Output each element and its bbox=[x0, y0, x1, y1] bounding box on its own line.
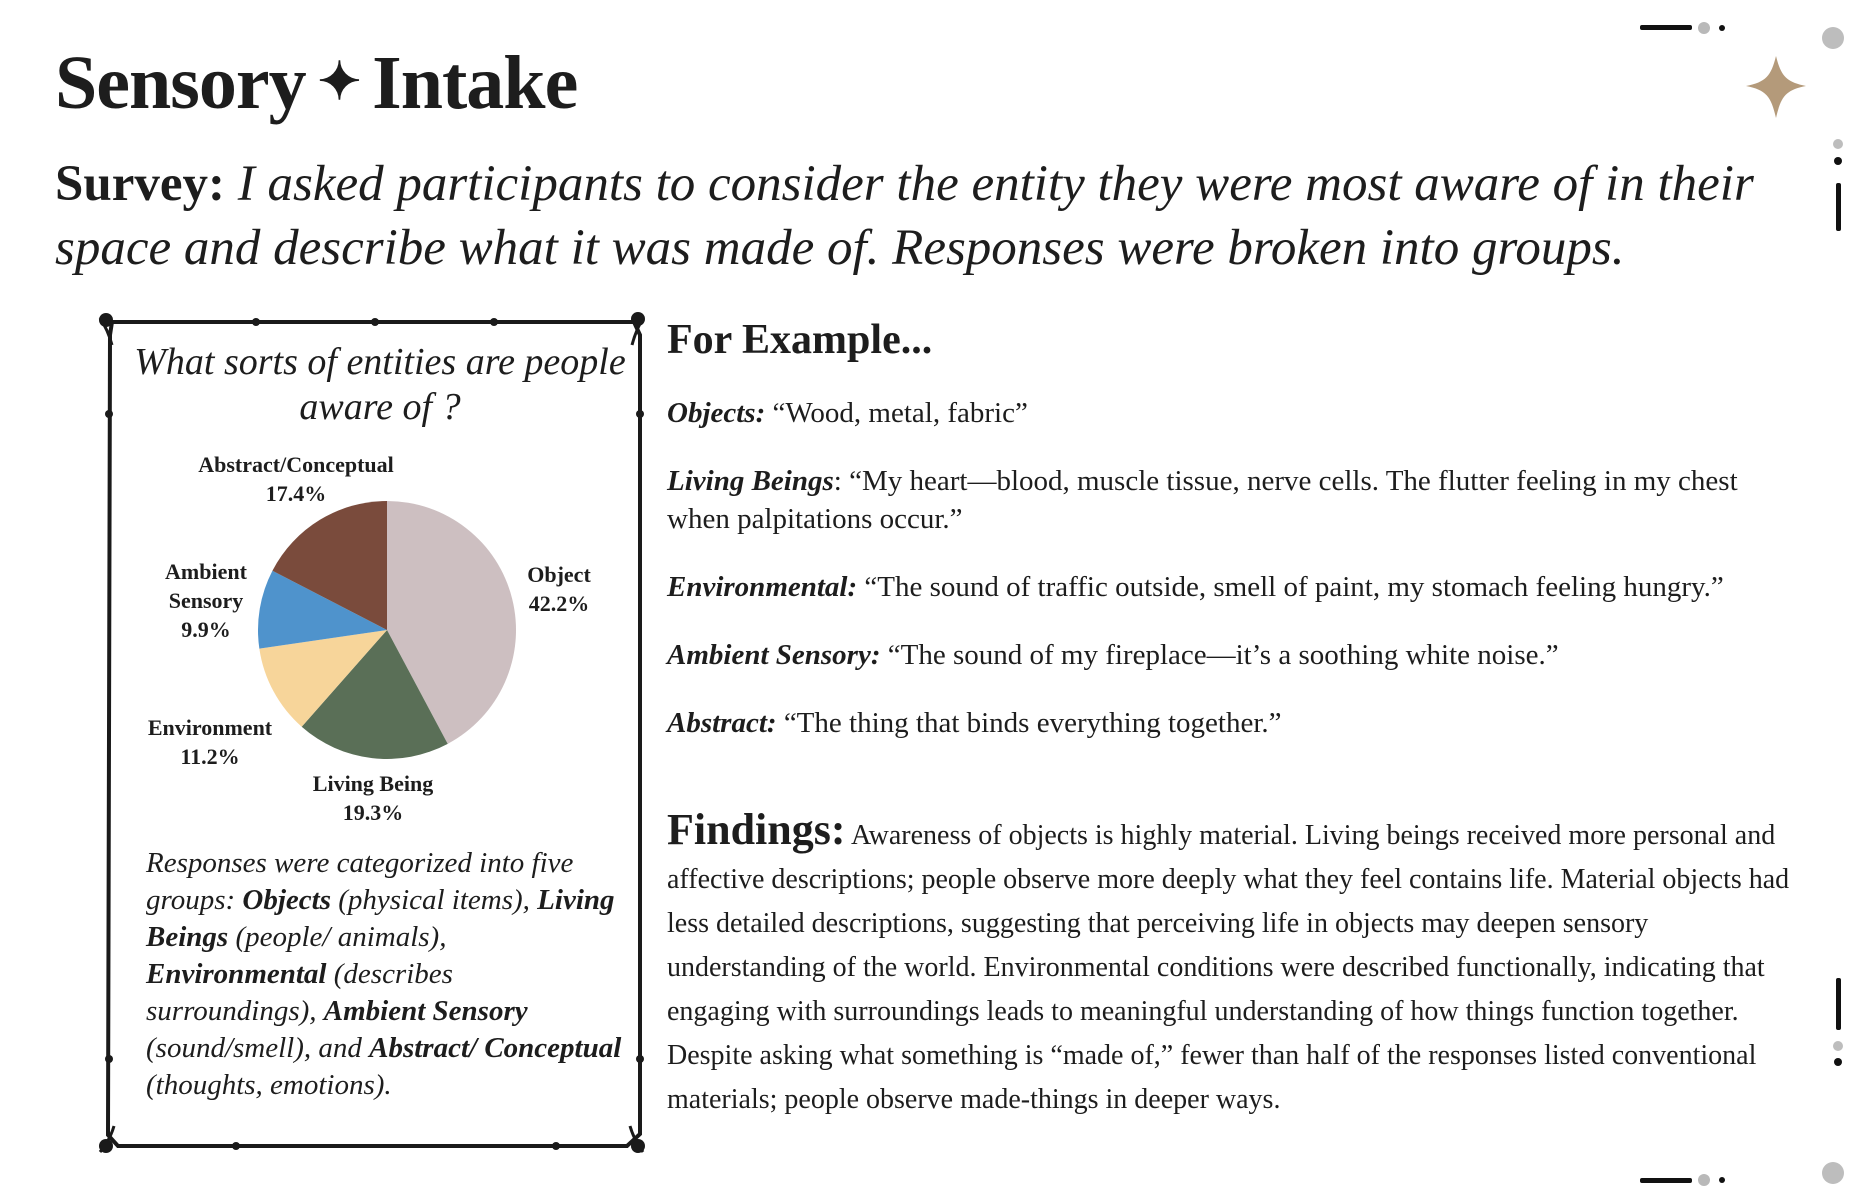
examples-section bbox=[667, 312, 1807, 772]
chart-title: What sorts of entities are people aware of ? bbox=[134, 341, 626, 428]
example-abstract bbox=[667, 704, 1807, 742]
pie-label-ambient-sensory-name: Ambient Sensory bbox=[165, 559, 247, 613]
pie-label-living-being bbox=[258, 769, 488, 827]
example-living-beings-text: : “My heart—blood, muscle tissue, nerve cells. The flutter feeling in my chest when palpitations occur.” bbox=[667, 465, 1738, 535]
pie-label-ambient-sensory-value: 9.9% bbox=[181, 617, 231, 642]
example-ambient-sensory-text: “The sound of my fireplace—it’s a soothing white noise.” bbox=[880, 639, 1559, 671]
example-objects-text: “Wood, metal, fabric” bbox=[765, 397, 1028, 429]
findings-label: Findings: bbox=[667, 805, 846, 854]
example-objects bbox=[667, 394, 1807, 432]
note-living-beings: Living Beings bbox=[146, 884, 615, 953]
note-text-2: (physical items), bbox=[331, 884, 538, 916]
survey-text: I asked participants to consider the entity they were most aware of in their space and describe what it was made of. Responses were broken into groups. bbox=[55, 156, 1754, 276]
pie-label-object-name: Object bbox=[527, 562, 591, 587]
note-objects: Objects bbox=[242, 884, 331, 916]
pie-label-ambient-sensory bbox=[91, 557, 321, 644]
note-text-5: (sound/smell), and bbox=[146, 1032, 370, 1064]
pie-label-abstract-value: 17.4% bbox=[265, 481, 327, 506]
example-environmental-label: Environmental: bbox=[667, 571, 858, 603]
example-environmental-text: “The sound of traffic outside, smell of paint, my stomach feeling hungry.” bbox=[857, 571, 1724, 603]
title-left: Sensory bbox=[55, 41, 306, 125]
pie-label-living-being-name: Living Being bbox=[312, 771, 434, 796]
pie-label-living-being-value: 19.3% bbox=[342, 800, 404, 825]
note-environmental: Environmental bbox=[146, 958, 327, 990]
pie-label-environment-value: 11.2% bbox=[180, 744, 240, 769]
examples-heading: For Example... bbox=[667, 317, 933, 363]
title-separator-icon: ✦ bbox=[317, 54, 361, 111]
note-ambient-sensory: Ambient Sensory bbox=[323, 995, 528, 1027]
example-environmental bbox=[667, 568, 1807, 606]
example-abstract-label: Abstract: bbox=[667, 707, 777, 739]
pie-label-abstract bbox=[181, 450, 411, 508]
note-text-4: (describes surroundings), bbox=[146, 958, 453, 1027]
pie-label-abstract-name: Abstract/Conceptual bbox=[198, 452, 394, 477]
findings-paragraph bbox=[667, 805, 1809, 1122]
pie-label-environment bbox=[95, 713, 325, 771]
note-abstract: Abstract/ Conceptual bbox=[369, 1032, 622, 1064]
example-living-beings bbox=[667, 462, 1807, 538]
survey-label: Survey: bbox=[55, 156, 225, 212]
example-abstract-text: “The thing that binds everything together.” bbox=[776, 707, 1282, 739]
chart-note bbox=[146, 845, 626, 1104]
pie-label-object-value: 42.2% bbox=[528, 591, 590, 616]
example-living-beings-label: Living Beings bbox=[667, 465, 834, 497]
note-text-1: Responses were categorized into five groups: bbox=[146, 847, 574, 916]
note-text-6: (thoughts, emotions). bbox=[146, 1069, 392, 1101]
pie-label-object bbox=[444, 560, 674, 618]
pie-label-environment-name: Environment bbox=[147, 715, 273, 740]
findings-text: Awareness of objects is highly material. Living beings received more personal and affective descriptions; people observe more deeply what they feel contains life. Material objects had less detailed descriptions, suggesting that perceiving life in objects may deepen sensory understanding of the world. Environmental conditions were described functionally, indicating that engaging with surroundings leads to meaningful understanding of how things function together. Despite asking what something is “made of,” fewer than half of the responses listed conventional materials; people observe made-things in deeper ways. bbox=[667, 820, 1790, 1115]
title-right: Intake bbox=[372, 41, 578, 125]
example-ambient-sensory bbox=[667, 636, 1807, 674]
example-objects-label: Objects: bbox=[667, 397, 766, 429]
example-ambient-sensory-label: Ambient Sensory: bbox=[667, 639, 881, 671]
note-text-3: (people/ animals), bbox=[228, 921, 447, 953]
